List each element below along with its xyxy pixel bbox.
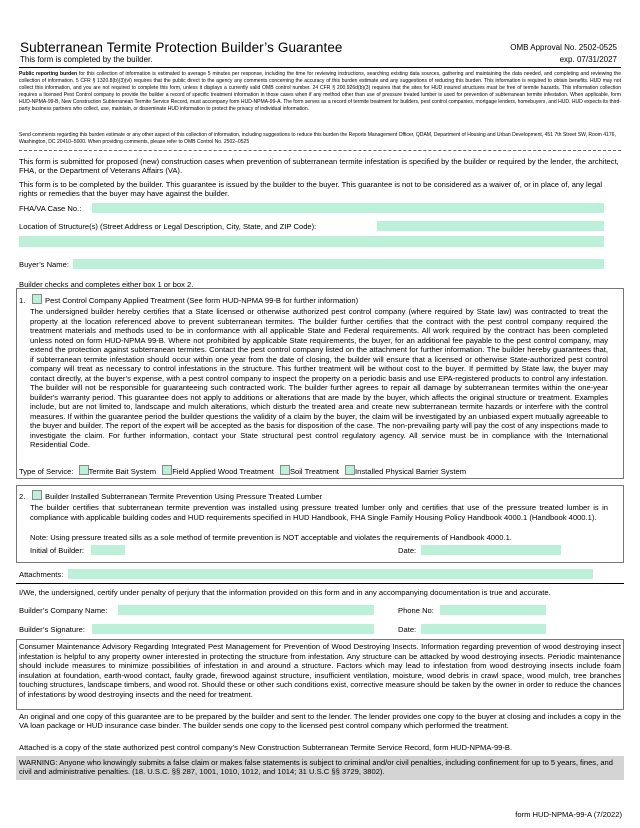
service-type-label: Type of Service:: [19, 467, 74, 476]
company-name-label: Builder’s Company Name:: [19, 606, 108, 615]
advisory-text: Consumer Maintenance Advisory Regarding Integrated Pest Management for Prevention of Wood Destroying Insects. Information regarding prevention of wood destroying insect infestation is helpful to any property owner interested in protecting the structure from infestation. Any structure can be attacked by wood destroying insects. Periodic maintenance should include measures to minimize possibilities of infestation in and around a structure. Factors which may lead to infestation from wood destroying insects include foam insulation at foundation, earth-wood contact, faulty grade, firewood against structure, insufficient ventilation, moisture, wood debris in crawl space, wood mulch, tree branches touching structures, landscape timbers, and wood rot. Should these or other such conditions exist, corrective measure should be taken by the owner in order to reduce the chances of infestations by wood destroying insects and the need for treatment.: [19, 642, 621, 699]
signature-date-field[interactable]: [421, 624, 546, 634]
field-applied-wood-label: Field Applied Wood Treatment: [172, 467, 274, 476]
signature-label: Builder’s Signature:: [19, 625, 85, 634]
physical-barrier-checkbox[interactable]: [345, 465, 355, 475]
box2-note: Note: Using pressure treated sills as a sole method of termite prevention is NOT acceptable and violates the requirements of Handbook 4000.1.: [30, 533, 512, 542]
box2-title: Builder Installed Subterranean Termite Prevention Using Pressure Treated Lumber: [45, 492, 323, 501]
box2-date-label: Date:: [398, 546, 417, 555]
signature-field[interactable]: [92, 624, 374, 634]
burden-send-comments: Send comments regarding this burden estimate or any other aspect of this collection of information, including suggestions to reduce this burden the Reports Management Officer, QDAM, Department of Housing and Urban Development, 451 7th Street SW, Room 4176, Washington, DC 20410–5000. When providing comments, please refer to OMB Control No. 2502–0525: [19, 132, 616, 146]
phone-field[interactable]: [440, 605, 546, 615]
soil-treatment-checkbox[interactable]: [280, 465, 290, 475]
location-label: Location of Structure(s) (Street Address or Legal Description, City, State, and ZIP Code):: [19, 222, 317, 231]
termite-bait-label: Termite Bait System: [88, 467, 157, 476]
warning-text: WARNING: Anyone who knowingly submits a false claim or makes false statements is subject to criminal and/or civil penalties, including confinement for up to 5 years, fines, and civil and administrative penalties. (18. U.S.C. §§ 287, 1001, 1010, 1012, and 1014; 31 U.S.C §§ 3729, 3802).: [19, 758, 613, 777]
certification-text: I/We, the undersigned, certify under penalty of perjury that the information provided on this form and in any accompanying documentation is true and accurate.: [19, 588, 551, 597]
builder-instruction: Builder checks and completes either box 1 or box 2.: [19, 280, 194, 289]
attachments-divider: [16, 583, 624, 584]
closing-paragraph-2: Attached is a copy of the state authorized pest control company’s New Construction Subterranean Termite Service Record, form HUD-NPMA-99-B.: [19, 743, 513, 752]
buyer-name-field[interactable]: [73, 259, 604, 269]
initial-builder-field[interactable]: [91, 545, 125, 555]
case-number-label: FHA/VA Case No.:: [19, 204, 82, 213]
form-subtitle: This form is completed by the builder.: [20, 55, 153, 64]
box1-title: Pest Control Company Applied Treatment (See form HUD-NPMA 99-B for further information): [45, 296, 359, 305]
signature-date-label: Date:: [398, 625, 417, 634]
intro-paragraph-2: This form is to be completed by the builder. This guarantee is issued by the builder to the buyer. This guarantee is not to be considered as a waiver of, or in place of, any legal rights or remedies that the buyer may have against the builder.: [19, 180, 603, 199]
burden-label: Public reporting burden: [19, 71, 78, 77]
box2-checkbox[interactable]: [32, 490, 42, 500]
buyer-name-label: Buyer’s Name:: [19, 260, 69, 269]
burden-divider: [19, 150, 621, 151]
attachments-field[interactable]: [68, 569, 593, 579]
burden-statement: [19, 71, 621, 114]
expiration-date: exp. 07/31/2027: [559, 55, 617, 64]
box2-number: 2.: [19, 492, 26, 501]
box2-date-field[interactable]: [421, 545, 561, 555]
box2-text: The builder certifies that subterranean termite prevention was installed using pressure treated lumber only and certifies that use of the pressure treated lumber is in compliance with applicable building codes and HUD requirements specified in HUD Handbook, FHA Single Family Housing Policy Handbook 4000.1 (Handbook 4000.1).: [30, 503, 608, 522]
burden-text: for this collection of information is estimated to average 5 minutes per response, including the time for reviewing instructions, searching existing data sources, gathering and maintaining the data needed, and completing and reviewing the collection of information. 5 CFR § 1320.8(b)(3)(vi) requires that the public direct to the agency any comments concerning the accuracy of this burden estimate and any suggestions of reducing this burden. This information is required to obtain benefits. HUD may not collect this information, and you are not required to complete this form, unless it displays a currently valid OMB control number. 24 CFR § 200.926d(b)(3) requires that the sites for HUD insured structures must be free of termite hazards. This information collection requires a licensed Pest Control company to provide the builder a record of specific treatment information in those cases when if any method other than use of pressure treated lumber is used for prevention of subterranean termite infestation. When applicable, form HUD-NPMA-99-B, New Construction Subterranean Termite Service Record, must accompany form HUD-NPMA-99-A. The form serves as a record of termite treatment for builders, pest control companies, mortgage lenders, homebuyers, and HUD. HUD expects its third-party business partners who collect, use, maintain, or disseminate HUD information to protect the privacy of individual information.: [19, 71, 622, 113]
termite-bait-checkbox[interactable]: [79, 465, 89, 475]
attachments-label: Attachments:: [19, 570, 64, 579]
form-title: Subterranean Termite Protection Builder’s Guarantee: [20, 40, 343, 55]
company-name-field[interactable]: [118, 605, 374, 615]
service-type-row: [19, 465, 466, 476]
box1-checkbox[interactable]: [32, 294, 42, 304]
soil-treatment-label: Soil Treatment: [289, 467, 339, 476]
closing-paragraph-1: An original and one copy of this guarantee are to be prepared by the builder and sent to the lender. The lender provides one copy to the buyer at closing and includes a copy in the VA loan package or HUD insurance case binder. The builder sends one copy to the licensed pest control company which performed the treatment.: [19, 712, 621, 731]
location-field[interactable]: [377, 221, 604, 231]
intro-paragraph-1: This form is submitted for proposed (new) construction cases when prevention of subterranean termite infestation is specified by the builder or required by the lender, the architect, FHA, or the Department of Veterans Affairs (VA).: [19, 157, 619, 176]
omb-approval: OMB Approval No. 2502-0525: [510, 43, 617, 52]
box1-text: The undersigned builder hereby certifies that a State licensed or otherwise authorized pest control company (where required by State law) was contracted to treat the property at the location referenced above to prevent subterranean termites. The builder further certifies that the contract with the pest control company required the treatment materials and methods used to be in conformance with all applicable State and Federal requirements. All work required by the contract has been completed unless noted on form HUD-NPMA 99-B. Where not prohibited by applicable State requirements, the buyer, for an additional fee payable to the pest control company, may extend the protection against subterranean termites. Contact the pest control company listed on the attachment for further information. The builder hereby guarantees that, if subterranean termite infestation should occur within one year from the date of closing, the builder will ensure that a licensed or otherwise State-authorized pest control company will treat as necessary to control infestations in the structure. This further treatment will be without cost to the buyer. If permitted by State law, the buyer may contact directly, at the buyer’s expense, with a pest control company to inspect the property on a periodic basis and use EPA-registered products to control any infestation. The builder will not be responsible for guaranteeing such contracted work. The builder further agrees to repair all damage by subterranean termites within the one-year builder's warranty period. This guarantee does not apply to additions or alterations that are made by the buyer, which affects the original structure or treatment. Examples include, but are not limited to, landscape and mulch alterations, which disturb the treated area and create new subterranean termite hazards or interfere with the control measures. If within the guarantee period the builder questions the validity of a claim by the buyer, the claim will be investigated by an unbiased expert mutually agreeable to the buyer and builder. The report of the expert will be accepted as the basis for disposition of the case. The non-prevailing party will pay the cost of any inspections made to investigate the claim. For further information, contact your State structural pest control regulatory agency. All service must be in compliance with the International Residential Code.: [30, 307, 608, 449]
form-identifier: form HUD-NPMA-99-A (7/2022): [515, 810, 622, 819]
box1-number: 1.: [19, 296, 26, 305]
header-divider: [19, 67, 621, 68]
initial-builder-label: Initial of Builder:: [30, 546, 85, 555]
location-field-line-2[interactable]: [19, 236, 604, 247]
physical-barrier-label: Installed Physical Barrier System: [355, 467, 467, 476]
case-number-field[interactable]: [92, 203, 604, 213]
field-applied-wood-checkbox[interactable]: [162, 465, 172, 475]
phone-label: Phone No:: [398, 606, 434, 615]
